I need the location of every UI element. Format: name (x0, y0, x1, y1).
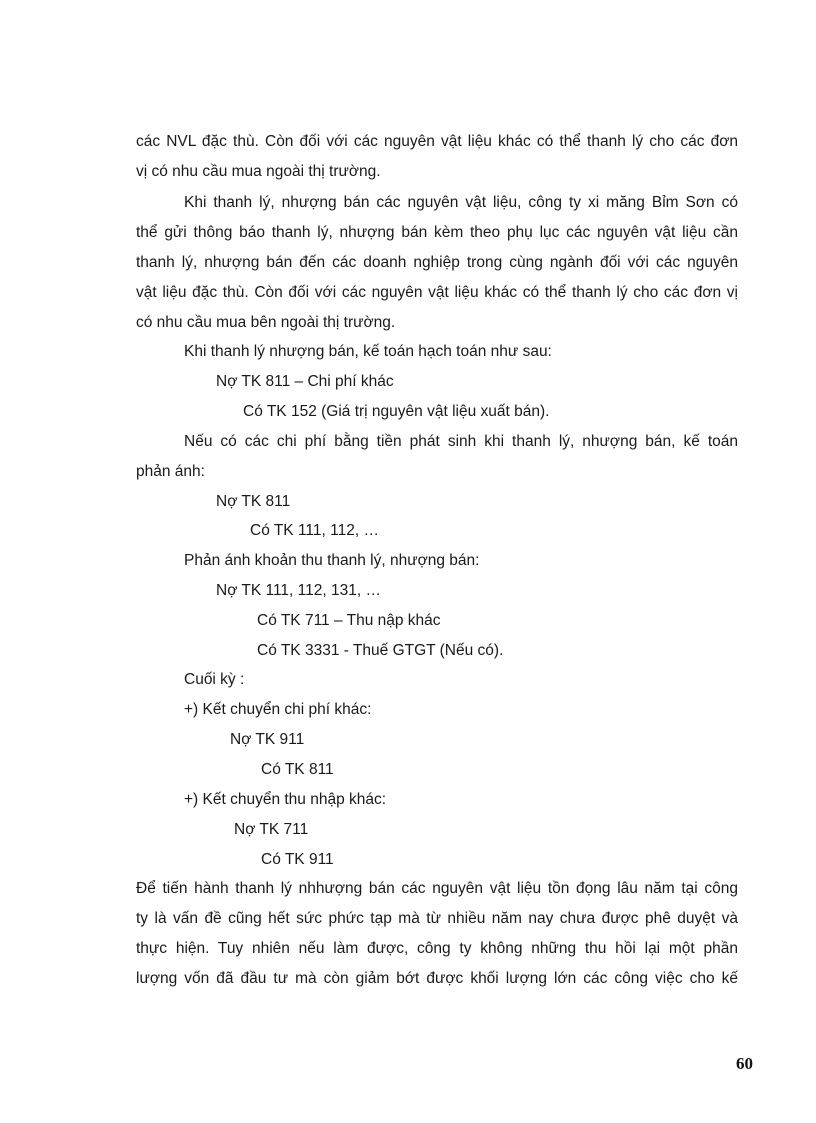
debit-entry-5: Nợ TK 711 (234, 821, 309, 838)
paragraph-2-line-4: vật liệu đặc thù. Còn đối với các nguyên vật liệu khác có thể thanh lý cho các đơn vị (136, 284, 738, 301)
credit-entry-3a: Có TK 711 – Thu nập khác (257, 612, 441, 629)
debit-entry-1: Nợ TK 811 – Chi phí khác (216, 373, 394, 390)
expense-line-2: phản ánh: (136, 463, 205, 480)
paragraph-2-line-1: Khi thanh lý, nhượng bán các nguyên vật liệu, công ty xi măng Bỉm Sơn có (184, 194, 738, 211)
debit-entry-2: Nợ TK 811 (216, 493, 291, 510)
credit-entry-1: Có TK 152 (Giá trị nguyên vật liệu xuất bán). (243, 403, 550, 420)
revenue-intro: Phản ánh khoản thu thanh lý, nhượng bán: (184, 552, 480, 569)
transfer-expense-heading: +) Kết chuyển chi phí khác: (184, 701, 372, 718)
conclusion-line-1: Để tiến hành thanh lý nhhượng bán các nguyên vật liệu tồn đọng lâu năm tại công (136, 880, 738, 897)
credit-entry-5: Có TK 911 (261, 851, 334, 868)
conclusion-line-2: ty là vấn đề cũng hết sức phức tạp mà từ nhiều năm nay chưa được phê duyệt và (136, 910, 738, 927)
paragraph-1-line-1: các NVL đặc thù. Còn đối với các nguyên vật liệu khác có thể thanh lý cho các đơn (136, 133, 738, 150)
conclusion-line-3: thực hiện. Tuy nhiên nếu làm được, công ty không những thu hồi lại một phần (136, 940, 738, 957)
paragraph-1-line-2: vị có nhu cầu mua ngoài thị trường. (136, 163, 381, 180)
debit-entry-3: Nợ TK 111, 112, 131, … (216, 582, 381, 599)
period-end-heading: Cuối kỳ : (184, 671, 245, 688)
conclusion-line-4: lượng vốn đã đầu tư mà còn giảm bớt được khối lượng lớn các công việc cho kế (136, 970, 738, 987)
paragraph-2-line-3: thanh lý, nhượng bán đến các doanh nghiệp trong cùng ngành đối với các nguyên (136, 254, 738, 271)
debit-entry-4: Nợ TK 911 (230, 731, 305, 748)
expense-line-1: Nếu có các chi phí bằng tiền phát sinh khi thanh lý, nhượng bán, kế toán (184, 433, 738, 450)
transfer-income-heading: +) Kết chuyển thu nhập khác: (184, 791, 387, 808)
credit-entry-4: Có TK 811 (261, 761, 334, 778)
accounting-intro: Khi thanh lý nhượng bán, kế toán hạch toán như sau: (184, 343, 552, 360)
paragraph-2-line-5: có nhu cầu mua bên ngoài thị trường. (136, 314, 396, 331)
paragraph-2-line-2: thể gửi thông báo thanh lý, nhượng bán kèm theo phụ lục các nguyên vật liệu cần (136, 224, 738, 241)
credit-entry-3b: Có TK 3331 - Thuế GTGT (Nếu có). (257, 642, 504, 659)
credit-entry-2: Có TK 111, 112, … (250, 522, 379, 539)
page-number: 60 (736, 1054, 753, 1073)
